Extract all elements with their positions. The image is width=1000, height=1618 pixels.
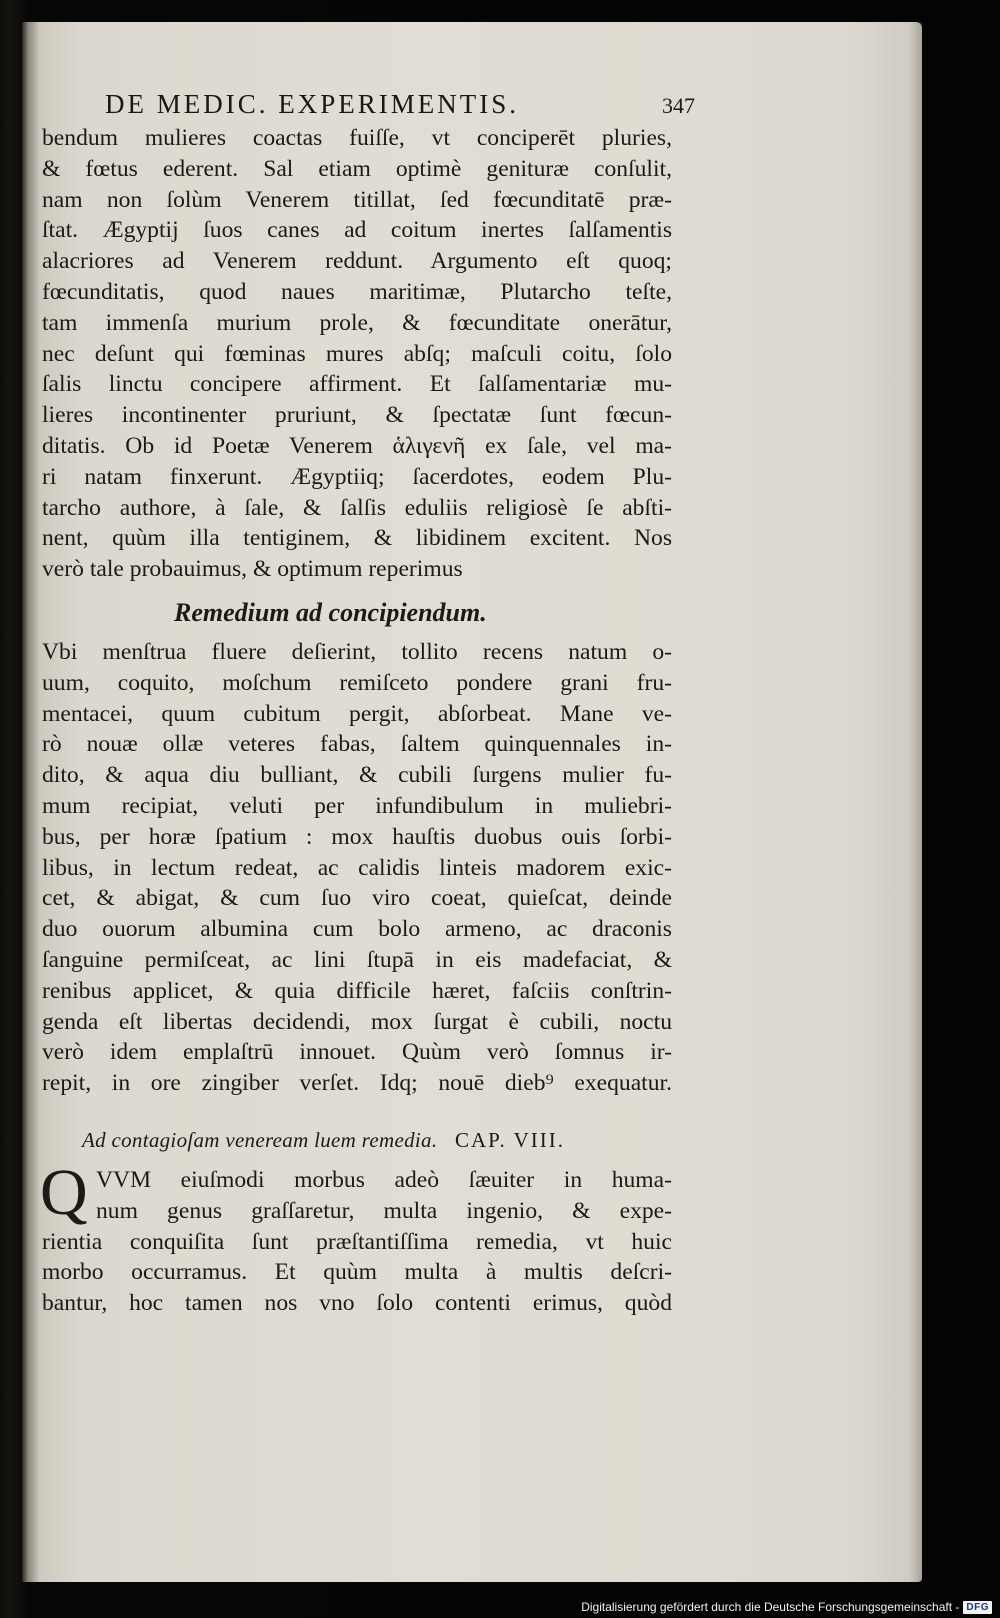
dfg-logo: DFG: [963, 1601, 992, 1614]
text-line: ſanguine permiſceat, ac lini ſtupā in eis madefaciat, &: [42, 946, 672, 973]
paragraph-1: [42, 123, 682, 585]
dropcap-lines: [96, 1165, 672, 1227]
page-number: 347: [662, 93, 695, 118]
text-line: genda eſt libertas decidendi, mox ſurgat è cubili, noctu: [42, 1008, 672, 1035]
text-line: libus, in lectum redeat, ac calidis linteis madorem exic-: [42, 854, 672, 881]
text-line: fœcunditatis, quod naues maritimæ, Plutarcho teſte,: [42, 278, 672, 305]
text-line: dito, & aqua diu bulliant, & cubili ſurgens mulier fu-: [42, 762, 672, 789]
digitization-credit: [581, 1600, 992, 1614]
paragraph-3: [40, 1155, 682, 1319]
text-line: VVM eiuſmodi morbus adeò ſæuiter in huma-: [96, 1166, 672, 1193]
running-head-title: DE MEDIC. EXPERIMENTIS.: [105, 89, 519, 119]
section-heading: Remedium ad concipiendum.: [174, 597, 487, 627]
text-line: Vbi menſtrua fluere deſierint, tollito recens natum o-: [42, 638, 672, 665]
text-line: ri natam finxerunt. Ægyptiiq; ſacerdotes, eodem Plu-: [42, 463, 672, 490]
text-line: repit, in ore zingiber verſet. Idq; nouē dieb⁹ exequatur.: [42, 1070, 672, 1097]
text-line: tam immenſa murium prole, & fœcunditate onerātur,: [42, 309, 672, 336]
text-line: uum, coquito, moſchum remiſceto pondere grani fru-: [42, 669, 672, 696]
text-line: & fœtus ederent. Sal etiam optimè genituræ conſulit,: [42, 155, 672, 182]
text-line: mentacei, quum cubitum pergit, abſorbeat. Mane ve-: [42, 700, 672, 727]
text-line: renibus applicet, & quia difficile hæret, faſciis conſtrin-: [42, 977, 672, 1004]
text-line: ſalis linctu concipere affirment. Et ſalſamentariæ mu-: [42, 371, 672, 398]
text-line: bendum mulieres coactas fuiſſe, vt conciperēt pluries,: [42, 125, 672, 151]
text-line: verò idem emplaſtrū innouet. Quùm verò ſomnus ir-: [42, 1039, 672, 1066]
text-line: alacriores ad Venerem reddunt. Argumento eſt quoq;: [42, 248, 672, 275]
text-block: [40, 87, 695, 1319]
book-page: [22, 22, 922, 1582]
text-line: duo ouorum albumina cum bolo armeno, ac draconis: [42, 916, 672, 943]
text-line: rientia conquiſita ſunt præſtantiſſima remedia, vt huic: [42, 1228, 672, 1255]
paragraph-2: [42, 637, 682, 1099]
credit-text: Digitalisierung gefördert durch die Deutsche Forschungsgemeinschaft -: [581, 1600, 960, 1614]
text-line: cet, & abigat, & cum ſuo viro coeat, quieſcat, deinde: [42, 885, 672, 912]
page-edge-shadow: [908, 22, 922, 1582]
running-head: [105, 87, 695, 123]
text-line: num genus graſſaretur, multa ingenio, & expe-: [96, 1197, 672, 1224]
text-line: mum recipiat, veluti per infundibulum in muliebri-: [42, 792, 672, 819]
text-line: lieres incontinenter pruriunt, & ſpectatæ ſunt fœcun-: [42, 402, 672, 429]
text-line: bantur, hoc tamen nos vno ſolo contenti erimus, quòd: [42, 1290, 672, 1317]
chapter-title: Ad contagioſam veneream luem remedia.: [82, 1127, 438, 1152]
text-line: nent, quùm illa tentiginem, & libidinem excitent. Nos: [42, 525, 672, 552]
text-line: morbo occurramus. Et quùm multa à multis deſcri-: [42, 1259, 672, 1286]
text-line-last: verò tale probauimus, & optimum reperimus: [42, 556, 463, 583]
chapter-heading: [82, 1125, 682, 1155]
dropcap-block: [40, 1155, 682, 1229]
text-line: nec deſunt qui fœminas mures abſq; maſculi coitu, ſolo: [42, 340, 672, 367]
text-line: ſtat. Ægyptij ſuos canes ad coitum inertes ſalſamentis: [42, 217, 672, 244]
text-line: bus, per horæ ſpatium : mox hauſtis duobus ouis ſorbi-: [42, 823, 672, 850]
chapter-number: CAP. VIII.: [454, 1127, 565, 1152]
text-line: nam non ſolùm Venerem titillat, ſed fœcunditatē præ-: [42, 186, 672, 213]
text-line: ditatis. Ob id Poetæ Venerem ἁλιγενῆ ex ſale, vel ma-: [42, 432, 672, 459]
drop-cap-letter: Q: [40, 1155, 88, 1229]
text-line: rò nouæ ollæ veteres fabas, ſaltem quinquennales in-: [42, 731, 672, 758]
text-line: tarcho authore, à ſale, & ſalſis eduliis religiosè ſe abſti-: [42, 494, 672, 521]
